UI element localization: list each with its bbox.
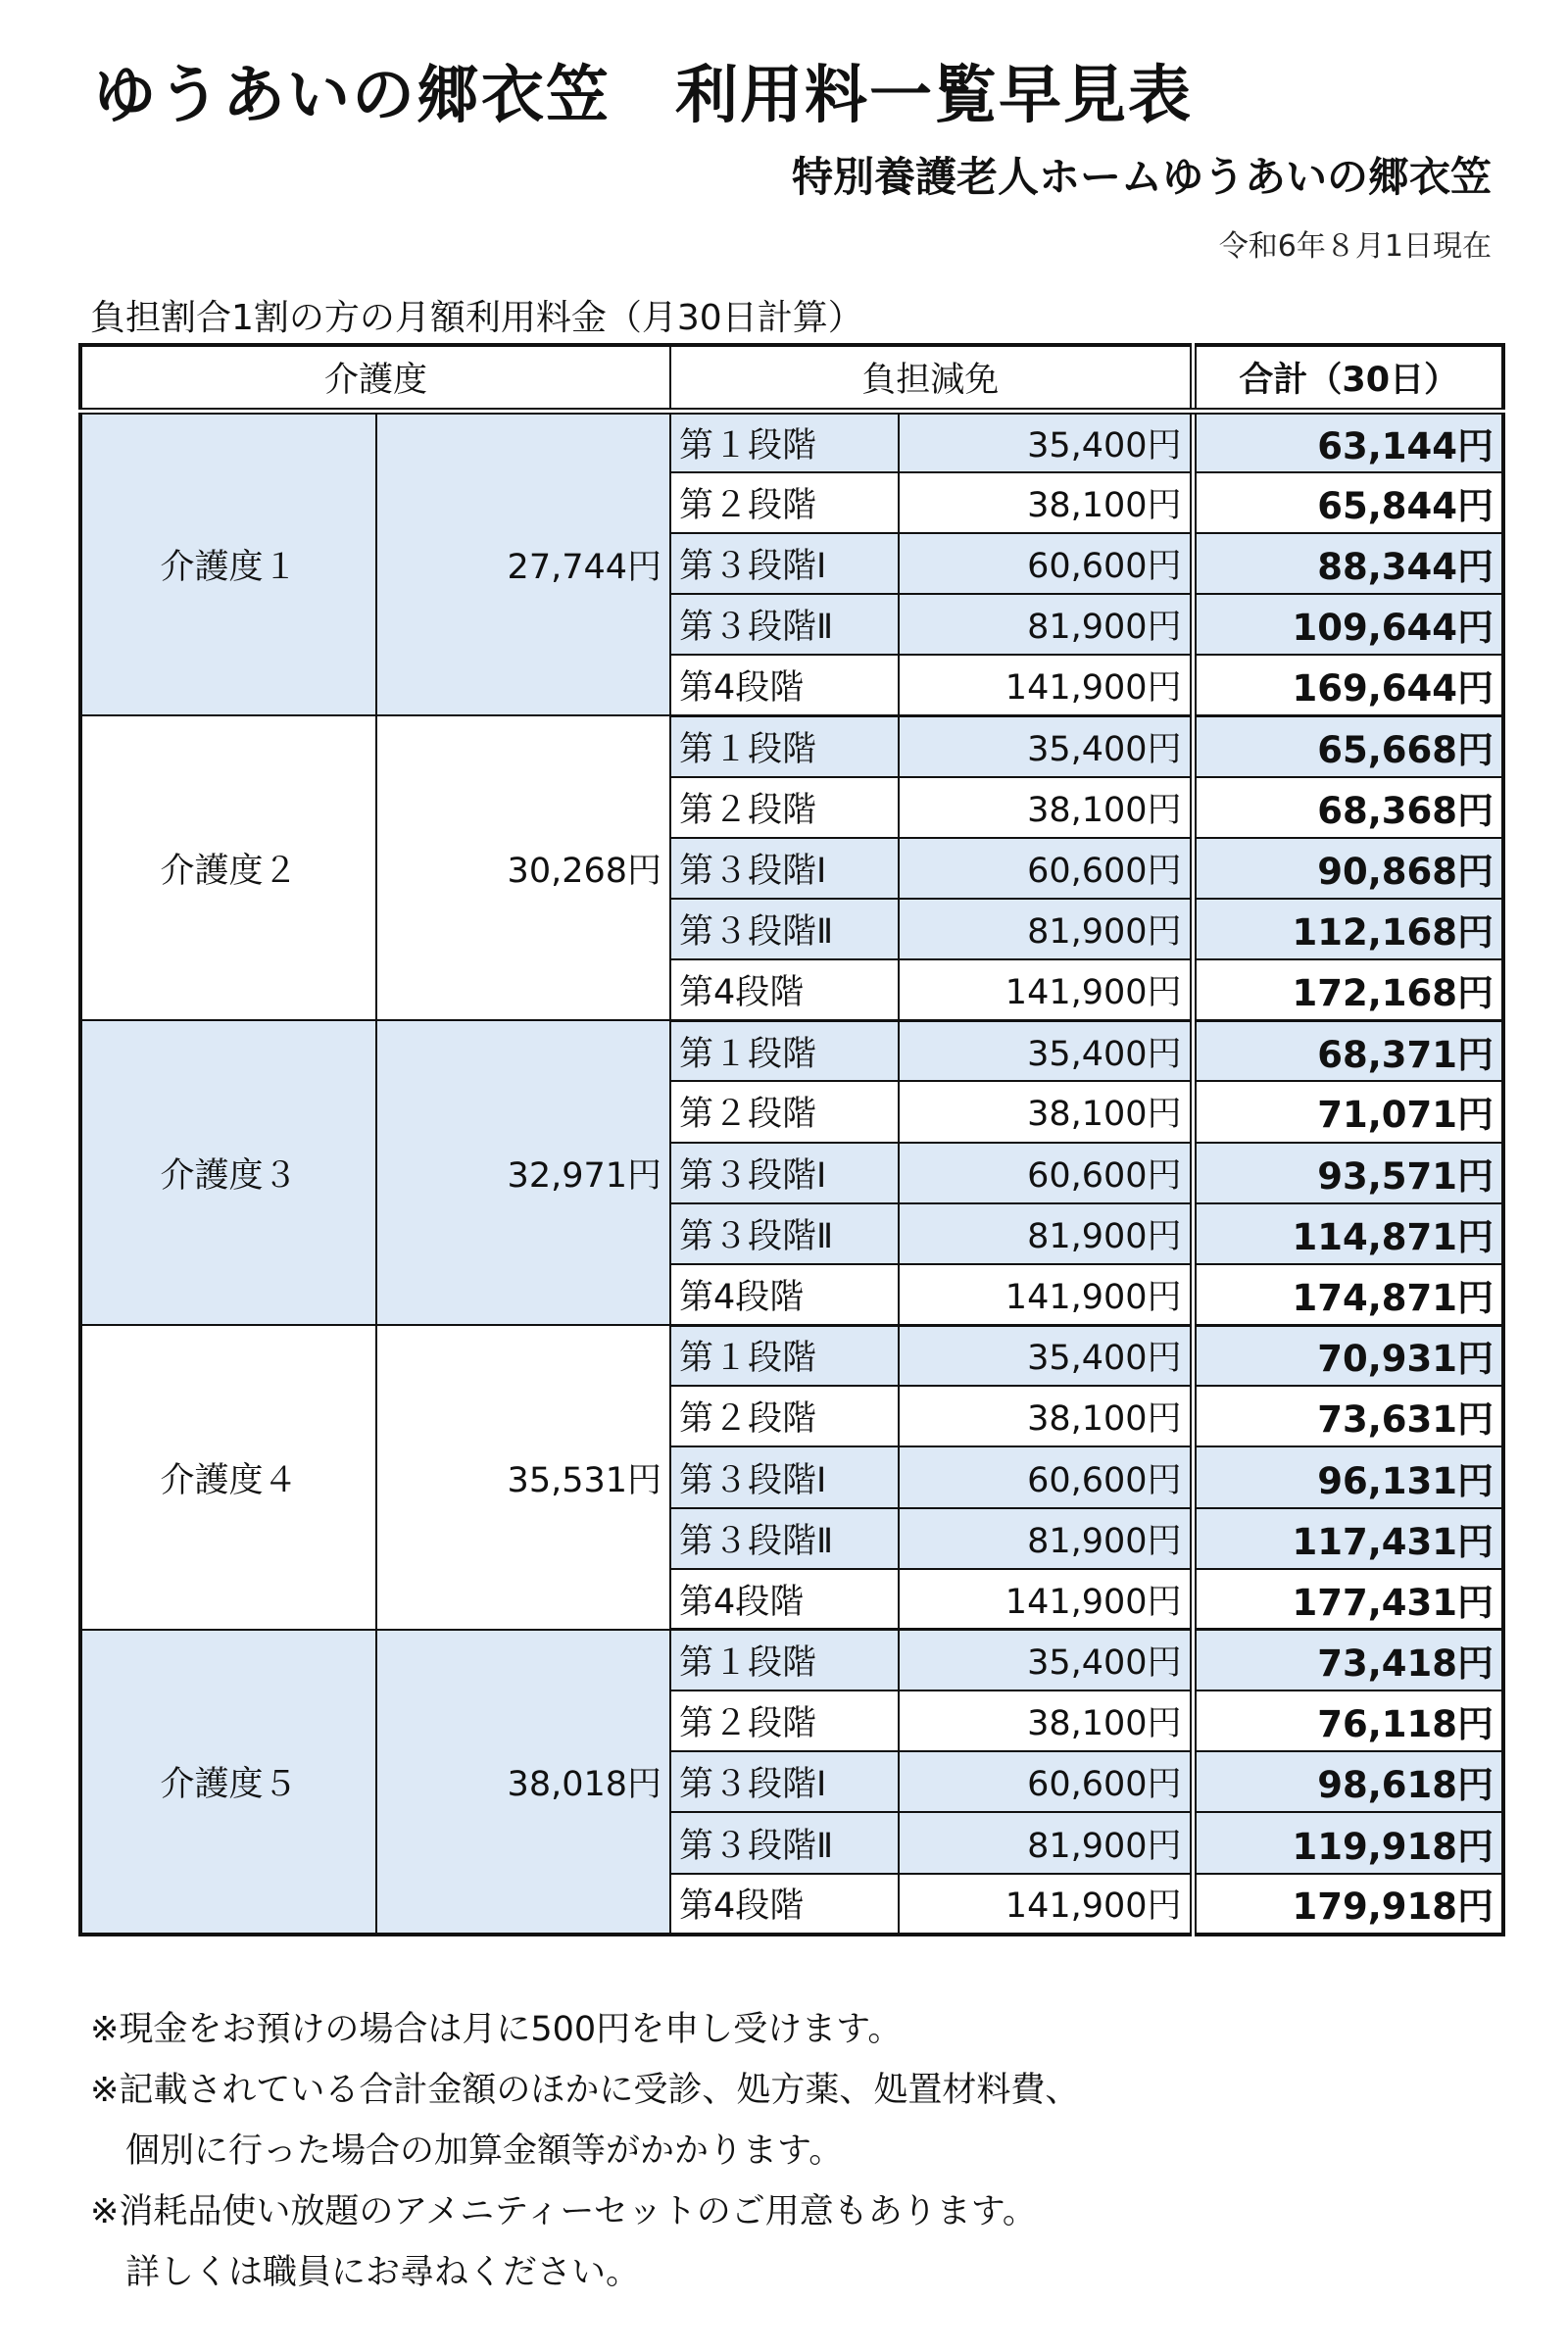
total-amount: 88,344円 bbox=[1193, 533, 1503, 594]
total-amount: 98,618円 bbox=[1193, 1751, 1503, 1812]
burden-stage: 第１段階 bbox=[670, 1325, 899, 1386]
reduction-amount: 38,100円 bbox=[899, 1081, 1193, 1142]
care-level-name: 介護度３ bbox=[80, 1020, 376, 1325]
reduction-amount: 38,100円 bbox=[899, 1690, 1193, 1751]
total-amount: 70,931円 bbox=[1193, 1325, 1503, 1386]
reduction-amount: 81,900円 bbox=[899, 594, 1193, 655]
burden-stage: 第３段階Ⅰ bbox=[670, 533, 899, 594]
burden-stage: 第１段階 bbox=[670, 412, 899, 472]
base-fee: 30,268円 bbox=[376, 715, 670, 1020]
note-item: ※現金をお預けの場合は月に500円を申し受けます。 bbox=[90, 2010, 903, 2049]
page-title: ゆうあいの郷衣笠 利用料一覧早見表 bbox=[93, 60, 1193, 132]
burden-stage: 第３段階Ⅰ bbox=[670, 1446, 899, 1507]
reduction-amount: 81,900円 bbox=[899, 1508, 1193, 1569]
total-amount: 90,868円 bbox=[1193, 838, 1503, 899]
total-amount: 174,871円 bbox=[1193, 1264, 1503, 1325]
facility-name: 特別養護老人ホームゆうあいの郷衣笠 bbox=[791, 153, 1492, 201]
reduction-amount: 38,100円 bbox=[899, 777, 1193, 838]
reduction-amount: 35,400円 bbox=[899, 412, 1193, 472]
reduction-amount: 141,900円 bbox=[899, 1264, 1193, 1325]
base-fee: 32,971円 bbox=[376, 1020, 670, 1325]
total-amount: 65,844円 bbox=[1193, 472, 1503, 533]
reduction-amount: 35,400円 bbox=[899, 715, 1193, 776]
burden-stage: 第３段階Ⅰ bbox=[670, 838, 899, 899]
reduction-amount: 60,600円 bbox=[899, 533, 1193, 594]
table-caption: 負担割合1割の方の月額利用料金（月30日計算） bbox=[90, 298, 863, 338]
burden-stage: 第１段階 bbox=[670, 715, 899, 776]
care-level-name: 介護度１ bbox=[80, 412, 376, 716]
total-header: 合計（30日） bbox=[1193, 345, 1503, 412]
base-fee: 38,018円 bbox=[376, 1630, 670, 1935]
burden-stage: 第4段階 bbox=[670, 1264, 899, 1325]
note-item: ※記載されている合計金額のほかに受診、処方薬、処置材料費、 bbox=[90, 2071, 1080, 2110]
total-amount: 117,431円 bbox=[1193, 1508, 1503, 1569]
burden-stage: 第３段階Ⅱ bbox=[670, 1508, 899, 1569]
base-fee: 27,744円 bbox=[376, 412, 670, 716]
burden-stage: 第２段階 bbox=[670, 777, 899, 838]
table-row bbox=[80, 1325, 1503, 1386]
total-amount: 76,118円 bbox=[1193, 1690, 1503, 1751]
base-fee: 35,531円 bbox=[376, 1325, 670, 1630]
reduction-amount: 38,100円 bbox=[899, 472, 1193, 533]
table-header-row bbox=[80, 345, 1503, 412]
table-row bbox=[80, 1630, 1503, 1690]
care-level-header: 介護度 bbox=[80, 345, 670, 412]
care-level-name: 介護度４ bbox=[80, 1325, 376, 1630]
burden-stage: 第4段階 bbox=[670, 655, 899, 715]
burden-stage: 第4段階 bbox=[670, 1874, 899, 1935]
reduction-amount: 141,900円 bbox=[899, 1569, 1193, 1630]
table-row bbox=[80, 715, 1503, 776]
burden-stage: 第３段階Ⅰ bbox=[670, 1751, 899, 1812]
total-amount: 93,571円 bbox=[1193, 1143, 1503, 1203]
burden-stage: 第３段階Ⅱ bbox=[670, 594, 899, 655]
total-amount: 172,168円 bbox=[1193, 959, 1503, 1020]
reduction-amount: 38,100円 bbox=[899, 1386, 1193, 1446]
table-row bbox=[80, 412, 1503, 472]
total-amount: 177,431円 bbox=[1193, 1569, 1503, 1630]
burden-stage: 第２段階 bbox=[670, 1386, 899, 1446]
total-amount: 71,071円 bbox=[1193, 1081, 1503, 1142]
reduction-amount: 60,600円 bbox=[899, 838, 1193, 899]
reduction-amount: 81,900円 bbox=[899, 1203, 1193, 1264]
notes-list bbox=[90, 1999, 1079, 2303]
reduction-amount: 60,600円 bbox=[899, 1143, 1193, 1203]
total-amount: 65,668円 bbox=[1193, 715, 1503, 776]
burden-stage: 第１段階 bbox=[670, 1630, 899, 1690]
burden-stage: 第4段階 bbox=[670, 959, 899, 1020]
burden-stage: 第２段階 bbox=[670, 1690, 899, 1751]
reduction-amount: 35,400円 bbox=[899, 1630, 1193, 1690]
table-row bbox=[80, 1020, 1503, 1081]
total-amount: 73,631円 bbox=[1193, 1386, 1503, 1446]
reduction-amount: 81,900円 bbox=[899, 899, 1193, 959]
total-amount: 96,131円 bbox=[1193, 1446, 1503, 1507]
total-amount: 73,418円 bbox=[1193, 1630, 1503, 1690]
note-item: 詳しくは職員にお尋ねください。 bbox=[125, 2253, 641, 2292]
reduction-amount: 35,400円 bbox=[899, 1325, 1193, 1386]
care-level-name: 介護度５ bbox=[80, 1630, 376, 1935]
reduction-amount: 141,900円 bbox=[899, 1874, 1193, 1935]
reduction-amount: 35,400円 bbox=[899, 1020, 1193, 1081]
care-level-name: 介護度２ bbox=[80, 715, 376, 1020]
burden-stage: 第３段階Ⅰ bbox=[670, 1143, 899, 1203]
burden-stage: 第３段階Ⅱ bbox=[670, 1812, 899, 1873]
as-of-date: 令和6年８月1日現在 bbox=[1218, 229, 1492, 264]
burden-stage: 第１段階 bbox=[670, 1020, 899, 1081]
note-item: ※消耗品使い放題のアメニティーセットのご用意もあります。 bbox=[90, 2192, 1037, 2231]
reduction-amount: 141,900円 bbox=[899, 959, 1193, 1020]
burden-stage: 第３段階Ⅱ bbox=[670, 899, 899, 959]
burden-stage: 第３段階Ⅱ bbox=[670, 1203, 899, 1264]
burden-stage: 第２段階 bbox=[670, 472, 899, 533]
total-amount: 114,871円 bbox=[1193, 1203, 1503, 1264]
total-amount: 63,144円 bbox=[1193, 412, 1503, 472]
fee-table-body bbox=[80, 412, 1503, 1936]
reduction-header: 負担減免 bbox=[670, 345, 1193, 412]
reduction-amount: 60,600円 bbox=[899, 1751, 1193, 1812]
total-amount: 119,918円 bbox=[1193, 1812, 1503, 1873]
total-amount: 179,918円 bbox=[1193, 1874, 1503, 1935]
note-item: 個別に行った場合の加算金額等がかかります。 bbox=[125, 2132, 844, 2171]
reduction-amount: 60,600円 bbox=[899, 1446, 1193, 1507]
total-amount: 112,168円 bbox=[1193, 899, 1503, 959]
burden-stage: 第4段階 bbox=[670, 1569, 899, 1630]
total-amount: 109,644円 bbox=[1193, 594, 1503, 655]
burden-stage: 第２段階 bbox=[670, 1081, 899, 1142]
fee-table bbox=[78, 343, 1505, 1936]
total-amount: 68,368円 bbox=[1193, 777, 1503, 838]
reduction-amount: 141,900円 bbox=[899, 655, 1193, 715]
total-amount: 169,644円 bbox=[1193, 655, 1503, 715]
reduction-amount: 81,900円 bbox=[899, 1812, 1193, 1873]
total-amount: 68,371円 bbox=[1193, 1020, 1503, 1081]
